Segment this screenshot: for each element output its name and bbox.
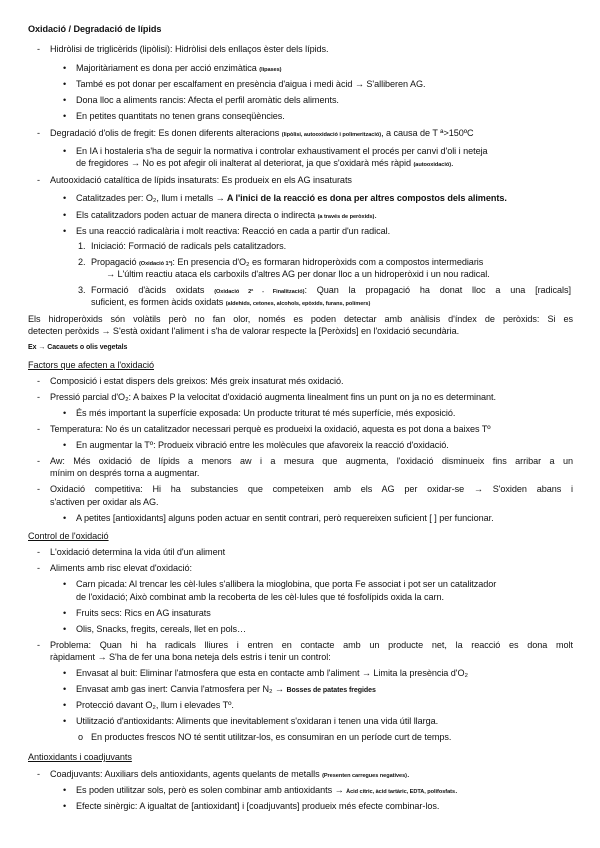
list-bullet: - (37, 563, 40, 573)
text-span: Els catalitzadors poden actuar de manera directa o indirecta (76, 210, 318, 220)
text-span: L'oxidació determina la vida útil d'un aliment (50, 547, 226, 557)
text-line (50, 127, 474, 141)
small-note: Àcid cítric, àcid tartàric, EDTA, polifosfats (346, 789, 456, 795)
text-span: . (455, 785, 458, 795)
small-note: (autooxidació) (413, 162, 452, 168)
text-line (50, 651, 331, 663)
text-line (50, 423, 491, 435)
list-bullet: - (37, 376, 40, 386)
text-line (106, 268, 490, 280)
small-note: (lipases) (259, 67, 282, 73)
text-line (28, 325, 459, 337)
text-span: Majoritàriament es dona per acció enzimàtica (76, 63, 260, 73)
text-span: A petites [antioxidants] alguns poden actuar en sentit contrari, però requereixen suficient [ ] per funcionar. (76, 513, 494, 523)
text-line (76, 512, 494, 524)
text-span: ràpidament → S'ha de fer una bona neteja dels estris i tenir un control: (50, 652, 331, 662)
section-heading (28, 751, 132, 763)
list-bullet: • (63, 513, 67, 523)
list-bullet: - (37, 128, 40, 138)
text-line (76, 683, 376, 697)
list-bullet: - (37, 175, 40, 185)
text-span: En augmentar la Tº: Produeix vibració entre les molècules que afavoreix la reacció d'oxidació. (76, 440, 449, 450)
list-bullet: - (37, 640, 40, 650)
text-span: . (374, 210, 377, 220)
text-span: Protecció davant O₂, llum i elevades Tº. (76, 700, 234, 710)
text-span: Efecte sinèrgic: A igualtat de [antioxidant] i [coadjuvants] produeix més efecte combinar-los. (76, 801, 440, 811)
bold-span: → A l'inici de la reacció es dona per altres compostos dels aliments. (215, 193, 507, 203)
list-bullet: • (63, 111, 67, 121)
text-line (50, 467, 199, 479)
text-span: Envasat al buit: Eliminar l'atmosfera que esta en contacte amb l'aliment → Limita la presència d'O₂ (76, 668, 468, 678)
text-span: : Hidròlisi dels enllaços èster dels lípids. (170, 44, 329, 54)
text-line (76, 157, 454, 171)
text-line (76, 607, 211, 619)
text-span: → L'últim reactiu ataca els carboxils d'altres AG per donar lloc a un hidroperòxid i un nou radical. (106, 269, 490, 279)
text-line (28, 313, 573, 325)
list-bullet: - (37, 769, 40, 779)
list-number: 3. (78, 285, 86, 295)
text-span: Autooxidació catalítica de lípids insaturats: Es produeix en els AG insaturats (50, 175, 352, 185)
text-line (76, 225, 390, 237)
list-bullet: • (63, 63, 67, 73)
text-span: Oxidació competitiva: Hi ha substancies que competeixen amb els AG per oxidar-se → S'oxiden abans i (50, 484, 573, 494)
text-line (76, 623, 246, 635)
list-bullet: • (63, 79, 67, 89)
list-bullet: • (63, 716, 67, 726)
list-bullet: - (37, 456, 40, 466)
text-span: També es pot donar per escalfament en presència d'aigua i medi àcid → S'alliberen AG. (76, 79, 426, 89)
text-line (50, 639, 573, 651)
text-span: Coadjuvants: Auxiliars dels antioxidants, agents quelants de metalls (50, 769, 323, 779)
list-bullet: • (63, 440, 67, 450)
text-span: Iniciació: Formació de radicals pels catalitzadors. (91, 241, 287, 251)
text-span: Degradació d'olis de fregit: Es donen diferents alteracions (50, 128, 282, 138)
text-span: detecten peròxids → S'està oxidant l'aliment i s'ha de valorar respecte la [Peròxids] en l'oxidació secundària. (28, 326, 460, 336)
list-bullet: • (63, 193, 67, 203)
text-span: Envasat amb gas inert: Canvia l'atmosfera per N₂ → (76, 684, 287, 694)
text-span: : Quan la propagació ha donat lloc a una [radicals] (304, 285, 571, 295)
text-line (50, 562, 192, 574)
text-line (76, 699, 234, 711)
text-line (76, 78, 426, 90)
list-bullet: • (63, 785, 67, 795)
list-bullet: - (37, 44, 40, 54)
text-span: Els hidroperòxids són volàtils però no fan olor, només es poden detectar amb anàlisis d'índex de peròxids: Si es (28, 314, 573, 324)
text-line (76, 62, 282, 76)
text-span: Propagació (91, 257, 139, 267)
text-line (50, 174, 352, 186)
list-bullet: • (63, 684, 67, 694)
text-line (76, 591, 444, 603)
list-bullet: • (63, 624, 67, 634)
text-line (50, 496, 159, 508)
text-line (50, 391, 496, 403)
text-line (28, 342, 127, 354)
text-span: Antioxidants i coadjuvants (28, 752, 132, 762)
list-bullet: • (63, 700, 67, 710)
text-span: . (451, 158, 454, 168)
text-span: de fregidores → No es pot afegir oli inalterat al deteriorat, ja que s'oxidarà més ràpid (76, 158, 414, 168)
text-span: Carn picada: Al trencar les cèl·lules s'allibera la mioglobina, que porta Fe associat i pot ser un catalitzador (76, 579, 497, 589)
text-span: (lipòlisi) (139, 44, 170, 54)
text-line (76, 784, 458, 798)
list-bullet: • (63, 408, 67, 418)
list-bullet: • (63, 608, 67, 618)
text-span: Es poden utilitzar sols, però es solen combinar amb antioxidants → (76, 785, 347, 795)
text-line (76, 667, 468, 679)
text-line (76, 94, 339, 106)
text-line (76, 439, 449, 451)
list-number: 2. (78, 257, 86, 267)
list-bullet: - (37, 484, 40, 494)
text-line (76, 110, 285, 122)
text-line (50, 483, 573, 495)
text-line (91, 296, 370, 310)
list-bullet: • (63, 95, 67, 105)
small-note: (lipòlisi, autooxidació i polimerització) (281, 132, 382, 138)
text-span: Factors que afecten a l'oxidació (28, 360, 155, 370)
text-span: Composició i estat dispers dels greixos: Més greix insaturat més oxidació. (50, 376, 344, 386)
text-span: En IA i hostaleria s'ha de seguir la normativa i controlar exhaustivament el procés per canvi d'oli i neteja (76, 146, 488, 156)
text-line (50, 768, 409, 782)
list-bullet: • (63, 668, 67, 678)
text-line (76, 715, 438, 727)
text-span: Formació d'àcids oxidats (91, 285, 215, 295)
text-span: de l'oxidació; Això combinat amb la recoberta de les cèl·lules que té fosfolípids oxida la carn. (76, 592, 444, 602)
small-note: (a través de peròxids) (317, 214, 375, 220)
text-line (76, 800, 439, 812)
page-title: Oxidació / Degradació de lípids (28, 24, 162, 34)
text-line (76, 578, 496, 590)
text-span: Olis, Snacks, fregits, cereals, llet en pols… (76, 624, 247, 634)
list-bullet: • (63, 226, 67, 236)
text-line (76, 192, 507, 204)
text-span: Aliments amb risc elevat d'oxidació: (50, 563, 192, 573)
text-span: És més important la superfície exposada: Un producte triturat té més superfície, més exposició. (76, 408, 456, 418)
text-span: Utilització d'antioxidants: Aliments que inevitablement s'oxidaran i tenen una vida útil llarga. (76, 716, 439, 726)
text-span: Control de l'oxidació (28, 531, 109, 541)
text-line (50, 455, 573, 467)
text-span: Catalitzades per: O₂, llum i metalls (76, 193, 216, 203)
list-bullet: - (37, 547, 40, 557)
list-bullet: • (63, 801, 67, 811)
text-line (91, 731, 451, 743)
small-note: Bosses de patates fregides (286, 687, 376, 694)
text-span: mínim on després torna a augmentar. (50, 468, 200, 478)
text-span: : En presencia d'O₂ es formaran hidroperòxids com a compostos intermediaris (172, 257, 484, 267)
list-bullet: o (78, 732, 84, 742)
text-span: En petites quantitats no tenen grans conseqüències. (76, 111, 285, 121)
small-note: (Oxidació 1ª) (138, 261, 173, 267)
text-span: Es una reacció radicalària i molt reactiva: Reacció en cada a partir d'un radical. (76, 226, 391, 236)
small-note: (Oxidació 2ª - Finalització) (214, 289, 305, 295)
text-span: Dona lloc a aliments rancis: Afecta el perfil aromàtic dels aliments. (76, 95, 339, 105)
text-span: Temperatura: No és un catalitzador necessari perquè es produeixi la oxidació, aquesta es pot dona a baixes Tº (50, 424, 491, 434)
text-span: Aw: Més oxidació de lípids a menors aw i a mesura que augmenta, l'oxidació disminueix fins arribar a un (50, 456, 573, 466)
text-line (76, 145, 488, 157)
list-bullet: - (37, 392, 40, 402)
small-note: (Presenten carregues negatives) (322, 773, 407, 779)
list-bullet: • (63, 146, 67, 156)
section-heading (28, 359, 154, 371)
text-span: Ex → Cacauets o olis vegetals (28, 344, 128, 351)
text-span: suficient, es formen àcids oxidats (91, 297, 226, 307)
text-span: Fruits secs: Rics en AG insaturats (76, 608, 211, 618)
text-line (50, 546, 225, 558)
list-bullet: • (63, 579, 67, 589)
list-bullet: - (37, 424, 40, 434)
text-span: s'activen per oxidar als AG. (50, 497, 159, 507)
text-span: . (406, 769, 410, 779)
small-note: (aldehids, cetones, alcohols, epòxids, furans, polímers) (225, 301, 371, 307)
text-span: Pressió parcial d'O₂: A baixes P la velocitat d'oxidació augmenta linealment fins un punt on ja no es determinant. (50, 392, 496, 402)
text-span: Hidròlisi de triglicèrids (50, 44, 140, 54)
section-heading (28, 530, 109, 542)
list-bullet: • (63, 210, 67, 220)
text-span: En productes frescos NO té sentit utilitzar-los, es consumiran en un període curt de temps. (91, 732, 452, 742)
text-line (91, 240, 286, 252)
text-line (76, 407, 455, 419)
text-span: Problema: Quan hi ha radicals lliures i entren en contacte amb un producte net, la reacció es dona molt (50, 640, 573, 650)
text-line (50, 375, 344, 387)
text-line (76, 209, 377, 223)
list-number: 1. (78, 241, 86, 251)
text-span: , a causa de T ª>150ºC (381, 128, 474, 138)
text-line (50, 43, 329, 55)
